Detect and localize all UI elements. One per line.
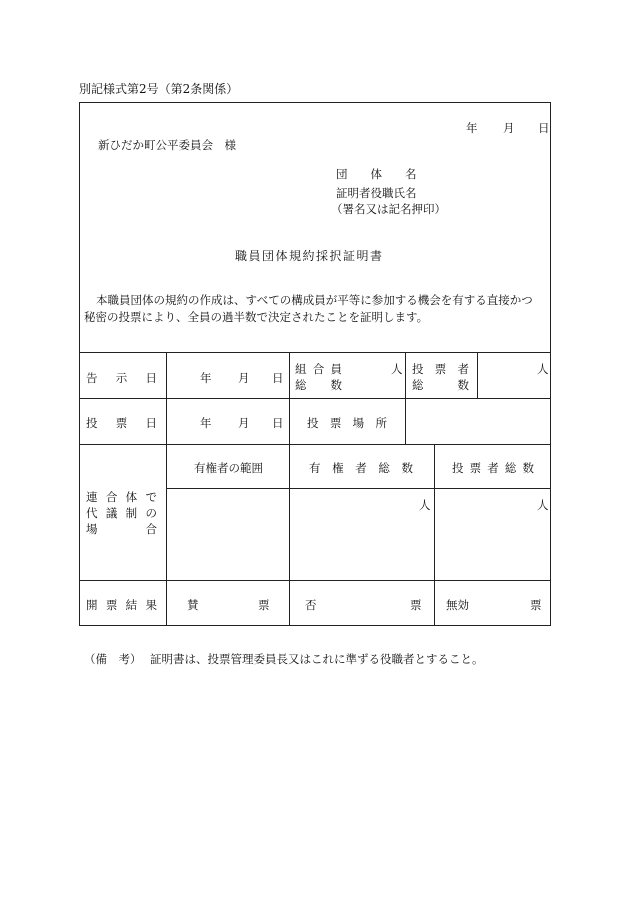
- date-day-label: 日: [538, 121, 550, 135]
- vote-month: 月: [238, 416, 250, 430]
- row-rule-3: [166, 488, 551, 489]
- yes-unit: 票: [258, 598, 270, 612]
- vote-date-label: 投 票 日: [86, 416, 157, 430]
- invalid-unit: 票: [530, 598, 542, 612]
- remarks-text: 証明書は、投票管理委員長又はこれに準ずる役職者とすること。: [150, 652, 484, 666]
- no-unit: 票: [410, 598, 422, 612]
- signer-note: （署名又は記名押印）: [331, 202, 446, 216]
- body-line-1: 本職員団体の規約の作成は、すべての構成員が平等に参加する機会を有する直接かつ: [96, 293, 533, 307]
- col-rule-label: [166, 352, 167, 626]
- members-total-label-1: 組 合 員: [295, 362, 342, 376]
- voters-unit: 人: [537, 362, 549, 376]
- group-name-label: 団 体 名: [336, 167, 417, 181]
- notice-date-label: 告 示 日: [86, 371, 157, 385]
- invalid-label: 無効: [446, 598, 469, 612]
- col-rule-e: [477, 352, 478, 398]
- form-number: 別記様式第2号（第2条関係）: [79, 82, 239, 96]
- col-rule-b: [289, 444, 290, 626]
- row-rule-1: [79, 398, 551, 399]
- signer-label: 証明者役職氏名: [336, 186, 417, 200]
- row-rule-4: [79, 580, 551, 581]
- no-label: 否: [305, 598, 317, 612]
- result-label: 開 票 結 果: [86, 598, 157, 612]
- vote-place-label: 投 票 場 所: [307, 416, 387, 430]
- vote-year: 年: [200, 416, 212, 430]
- col-rule-d: [434, 444, 435, 626]
- body-line-2: 秘密の投票により、全員の過半数で決定されたことを証明します。: [84, 310, 429, 324]
- voters-count-unit: 人: [537, 498, 549, 512]
- document-title: 職員団体規約採択証明書: [235, 249, 384, 263]
- federation-label-3: 場 合: [86, 522, 157, 536]
- date-month-label: 月: [503, 121, 515, 135]
- col-rule-a: [289, 352, 290, 444]
- eligible-total-unit: 人: [419, 498, 431, 512]
- notice-year: 年: [200, 371, 212, 385]
- notice-month: 月: [238, 371, 250, 385]
- federation-label-2: 代 議 制 の: [86, 506, 157, 520]
- federation-label-1: 連 合 体 で: [86, 490, 157, 504]
- table-top-rule: [79, 352, 551, 353]
- members-total-label-2: 総 数: [295, 378, 342, 392]
- yes-label: 賛: [187, 598, 199, 612]
- eligible-total-header: 有 権 者 総 数: [309, 461, 413, 475]
- vote-day: 日: [272, 416, 284, 430]
- remarks-label: （備 考）: [84, 652, 142, 666]
- voters-count-header: 投 票 者 総 数: [452, 461, 534, 475]
- voters-total-label-1: 投 票 者: [412, 362, 469, 376]
- members-unit: 人: [391, 362, 403, 376]
- voters-total-label-2: 総 数: [412, 378, 469, 392]
- eligible-scope-header: 有権者の範囲: [194, 461, 263, 475]
- addressee: 新ひだか町公平委員会 様: [98, 138, 236, 152]
- row-rule-2: [79, 444, 551, 445]
- col-rule-c-row1: [405, 352, 406, 398]
- date-year-label: 年: [466, 121, 478, 135]
- notice-day: 日: [272, 371, 284, 385]
